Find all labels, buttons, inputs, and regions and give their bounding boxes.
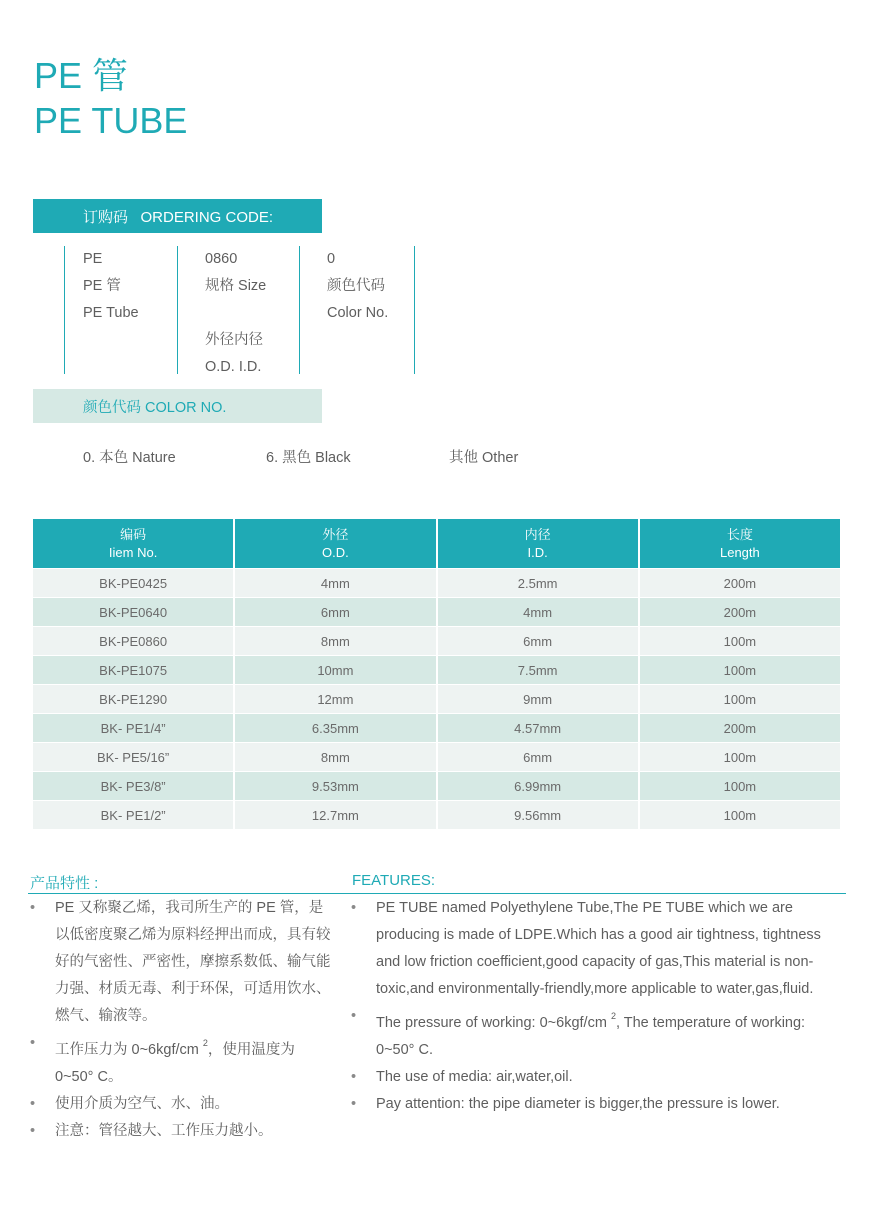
ordering-line: 颜色代码 xyxy=(327,278,385,294)
column-header-en: O.D. xyxy=(322,544,349,560)
table-cell: 100m xyxy=(640,743,840,772)
table-cell: 4.57mm xyxy=(438,714,638,743)
divider xyxy=(64,246,65,374)
divider xyxy=(299,246,300,374)
ordering-line: O.D. I.D. xyxy=(205,359,262,375)
table-cell: 100m xyxy=(640,801,840,830)
table-cell: 6mm xyxy=(438,743,638,772)
table-row xyxy=(33,801,840,830)
bullet-icon: • xyxy=(351,1096,357,1112)
table-cell: 4mm xyxy=(438,598,638,627)
column-header xyxy=(438,519,638,569)
ordering-code-header xyxy=(33,199,322,233)
features-list-cn xyxy=(30,895,335,1145)
table-cell: 6.99mm xyxy=(438,772,638,801)
table-cell: BK-PE0425 xyxy=(33,569,233,598)
table-row xyxy=(33,569,840,598)
color-code-header xyxy=(33,389,322,423)
feature-text: The use of media: air,water,oil. xyxy=(376,1069,573,1085)
superscript: 2 xyxy=(610,1011,616,1021)
table-row xyxy=(33,772,840,801)
column-header-cn: 编码 xyxy=(120,526,147,542)
table-row xyxy=(33,685,840,714)
ordering-line: 规格 Size xyxy=(205,278,267,294)
feature-item xyxy=(351,1003,831,1064)
table-cell: 100m xyxy=(640,685,840,714)
ordering-column-size xyxy=(205,246,266,381)
features-title-cn: 产品特性 : xyxy=(30,875,99,892)
table-row xyxy=(33,714,840,743)
table-cell: BK- PE1/4” xyxy=(33,714,233,743)
table-cell: 7.5mm xyxy=(438,656,638,685)
table-row xyxy=(33,656,840,685)
feature-text: 使用介质为空气、水、油。 xyxy=(55,1096,229,1112)
feature-text: PE TUBE named Polyethylene Tube,The PE TUBE which we are producing is made of LDPE.Which has a good air tightness, tightness and low friction coefficient,good capacity of gas,This material is non-toxic,and environmentally-friendly,more applicable to water,gas,fluid. xyxy=(376,900,821,997)
ordering-column-product xyxy=(83,246,139,327)
table-cell: 200m xyxy=(640,714,840,743)
table-cell: BK-PE0860 xyxy=(33,627,233,656)
table-cell: BK- PE5/16” xyxy=(33,743,233,772)
bullet-icon: • xyxy=(30,900,36,916)
features-title-en: FEATURES: xyxy=(352,872,436,889)
table-cell: 200m xyxy=(640,569,840,598)
feature-item xyxy=(351,895,831,1003)
feature-text: 工作压力为 0~6kgf/cm $^2$，使用温度为 0~50° C。 xyxy=(55,1038,295,1085)
feature-text: PE 又称聚乙烯，我司所生产的 PE 管，是以低密度聚乙烯为原料经押出而成，具有较好的气密性、严密性，摩擦系数低、输气能力强、材质无毒、利于环保，可适用饮水、燃气、输液等。 xyxy=(55,900,331,1024)
column-header xyxy=(640,519,840,569)
table-row xyxy=(33,743,840,772)
table-cell: 8mm xyxy=(235,627,435,656)
spec-table xyxy=(31,519,842,830)
table-cell: 9.56mm xyxy=(438,801,638,830)
page-title-en: PE TUBE xyxy=(34,100,188,141)
feature-text: The pressure of working: 0~6kgf/cm $^2$, The temperature of working: 0~50° C. xyxy=(376,1011,806,1058)
table-cell: BK- PE3/8” xyxy=(33,772,233,801)
feature-item xyxy=(30,1118,335,1145)
table-cell: 4mm xyxy=(235,569,435,598)
column-header-en: Length xyxy=(719,544,760,560)
features-list-en xyxy=(351,895,831,1118)
color-option: 0. 本色 Nature xyxy=(83,450,176,466)
ordering-line: 外径内径 xyxy=(205,332,263,348)
column-header-cn: 长度 xyxy=(726,526,753,542)
bullet-icon: • xyxy=(30,1035,36,1051)
table-row xyxy=(33,598,840,627)
table-cell: 12mm xyxy=(235,685,435,714)
table-cell: BK- PE1/2” xyxy=(33,801,233,830)
table-cell: 8mm xyxy=(235,743,435,772)
column-header-cn: 外径 xyxy=(322,526,349,542)
table-cell: BK-PE0640 xyxy=(33,598,233,627)
feature-text: Pay attention: the pipe diameter is bigger,the pressure is lower. xyxy=(376,1096,780,1112)
table-cell: 100m xyxy=(640,656,840,685)
table-cell: 10mm xyxy=(235,656,435,685)
table-cell: 9mm xyxy=(438,685,638,714)
column-header xyxy=(33,519,233,569)
superscript: 2 xyxy=(202,1038,208,1048)
table-row xyxy=(33,627,840,656)
divider xyxy=(414,246,415,374)
color-code-label: 颜色代码 COLOR NO. xyxy=(83,399,227,416)
feature-item xyxy=(351,1091,831,1118)
color-option: 6. 黑色 Black xyxy=(266,450,351,466)
ordering-code-label: 订购码 ORDERING CODE: xyxy=(83,208,274,226)
ordering-line: PE xyxy=(83,251,103,267)
bullet-icon: • xyxy=(30,1096,36,1112)
column-header-cn: 内径 xyxy=(524,526,551,542)
table-cell: 12.7mm xyxy=(235,801,435,830)
ordering-line: PE 管 xyxy=(83,278,121,294)
divider xyxy=(177,246,178,374)
feature-item xyxy=(30,1030,335,1091)
page-title-cn: PE 管 xyxy=(34,55,129,96)
table-cell: 6.35mm xyxy=(235,714,435,743)
bullet-icon: • xyxy=(351,1069,357,1085)
feature-item xyxy=(351,1064,831,1091)
color-option: 其他 Other xyxy=(449,450,519,466)
column-header-en: I.D. xyxy=(527,544,548,560)
feature-item xyxy=(30,895,335,1030)
ordering-line: 0 xyxy=(327,251,336,267)
table-cell: 2.5mm xyxy=(438,569,638,598)
bullet-icon: • xyxy=(351,900,357,916)
table-cell: 6mm xyxy=(235,598,435,627)
table-cell: 100m xyxy=(640,627,840,656)
feature-text: 注意：管径越大、工作压力越小。 xyxy=(55,1123,273,1139)
column-header xyxy=(235,519,435,569)
table-body xyxy=(33,569,840,830)
ordering-line xyxy=(205,300,266,327)
table-cell: BK-PE1075 xyxy=(33,656,233,685)
table-cell: 9.53mm xyxy=(235,772,435,801)
table-cell: BK-PE1290 xyxy=(33,685,233,714)
bullet-icon: • xyxy=(351,1008,357,1024)
table-cell: 200m xyxy=(640,598,840,627)
bullet-icon: • xyxy=(30,1123,36,1139)
ordering-line: Color No. xyxy=(327,305,389,321)
ordering-line: PE Tube xyxy=(83,305,139,321)
ordering-column-color xyxy=(327,246,388,327)
features-divider xyxy=(28,893,846,894)
table-cell: 6mm xyxy=(438,627,638,656)
table-header-row xyxy=(33,519,840,569)
ordering-line: 0860 xyxy=(205,251,238,267)
feature-item xyxy=(30,1091,335,1118)
column-header-en: Iiem No. xyxy=(108,544,158,560)
table-cell: 100m xyxy=(640,772,840,801)
